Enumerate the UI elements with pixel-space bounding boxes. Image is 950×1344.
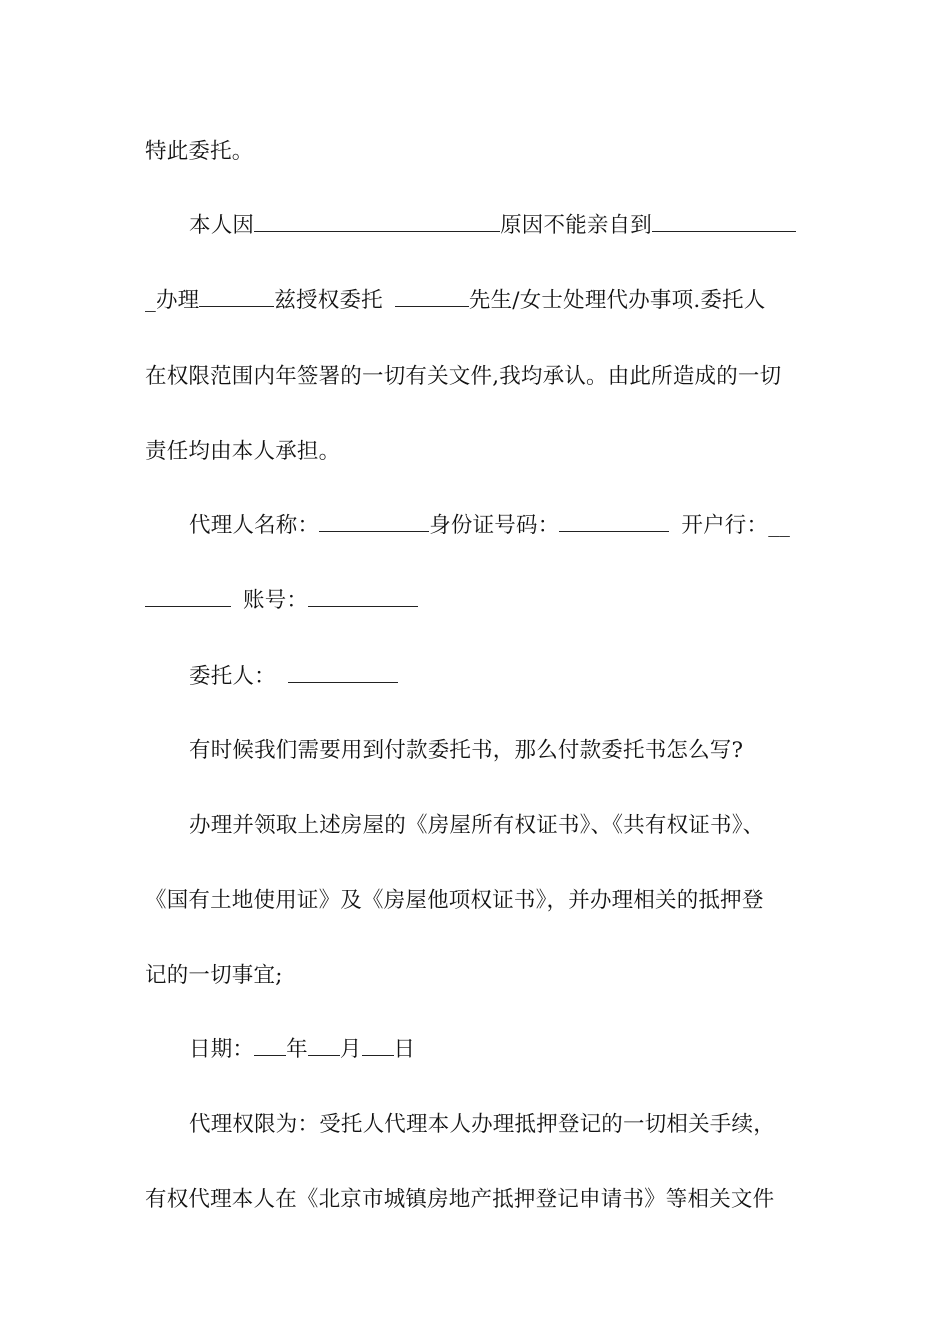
date-line [189, 1032, 809, 1068]
bank-label: 开户行：__ [681, 513, 791, 538]
agent-info-line-1 [189, 508, 809, 544]
reason-blank [254, 209, 500, 232]
handle-label: _办理 [145, 288, 200, 313]
agent-name-field [319, 509, 429, 532]
paragraph-2-line-1 [189, 808, 809, 844]
month-blank [308, 1033, 340, 1056]
year-label: 年 [286, 1037, 308, 1062]
paragraph-2-text-1: 办理并领取上述房屋的《房屋所有权证书》、《共有权证书》、 [189, 813, 765, 838]
day-blank [362, 1033, 394, 1056]
paragraph-3-text-2: 有权代理本人在《北京市城镇房地产抵押登记申请书》等相关文件 [145, 1187, 775, 1212]
year-blank [254, 1033, 286, 1056]
agent-name-blank [395, 284, 469, 307]
account-label: 账号： [243, 588, 309, 613]
closing-text: 特此委托。 [145, 139, 254, 164]
day-label: 日 [393, 1037, 416, 1062]
authorize-label: 兹授权委托 [274, 288, 383, 313]
paragraph-1-line-2 [145, 283, 810, 319]
paragraph-1-text-3: 在权限范围内年签署的一切有关文件,我均承认。由此所造成的一切 [145, 364, 782, 389]
id-number-field [559, 509, 669, 532]
paragraph-1-line-3 [145, 359, 810, 395]
agent-info-line-2 [145, 583, 810, 619]
entrustor-label: 委托人： [189, 664, 276, 689]
closing-line [145, 134, 810, 170]
account-field [308, 584, 418, 607]
destination-label: 原因不能亲自到 [500, 213, 653, 238]
paragraph-3-line-1 [189, 1107, 809, 1143]
date-label: 日期： [189, 1037, 255, 1062]
destination-blank [652, 209, 796, 232]
paragraph-3-line-2 [145, 1182, 810, 1218]
bank-field [145, 584, 231, 607]
paragraph-1-text-4: 责任均由本人承担。 [145, 439, 341, 464]
question-text: 有时候我们需要用到付款委托书，那么付款委托书怎么写? [189, 738, 744, 763]
paragraph-2-line-2 [145, 883, 810, 919]
paragraph-1-line-4 [145, 434, 810, 470]
paragraph-2-text-2: 《国有土地使用证》及《房屋他项权证书》，并办理相关的抵押登 [145, 888, 764, 913]
paragraph-2-text-3: 记的一切事宜; [145, 963, 283, 988]
agent-name-label: 代理人名称： [189, 513, 320, 538]
month-label: 月 [339, 1037, 362, 1062]
question-line [189, 733, 809, 769]
paragraph-2-line-3 [145, 958, 810, 994]
matter-blank [199, 284, 274, 307]
reason-label: 本人因 [189, 213, 255, 238]
agent-title-text: 先生/女士处理代办事项.委托人 [468, 288, 766, 313]
paragraph-3-text-1: 代理权限为：受托人代理本人办理抵押登记的一切相关手续， [189, 1112, 775, 1137]
paragraph-1-line-1 [189, 208, 809, 244]
entrustor-field [288, 660, 398, 683]
id-number-label: 身份证号码： [429, 513, 560, 538]
entrustor-line [189, 659, 809, 695]
